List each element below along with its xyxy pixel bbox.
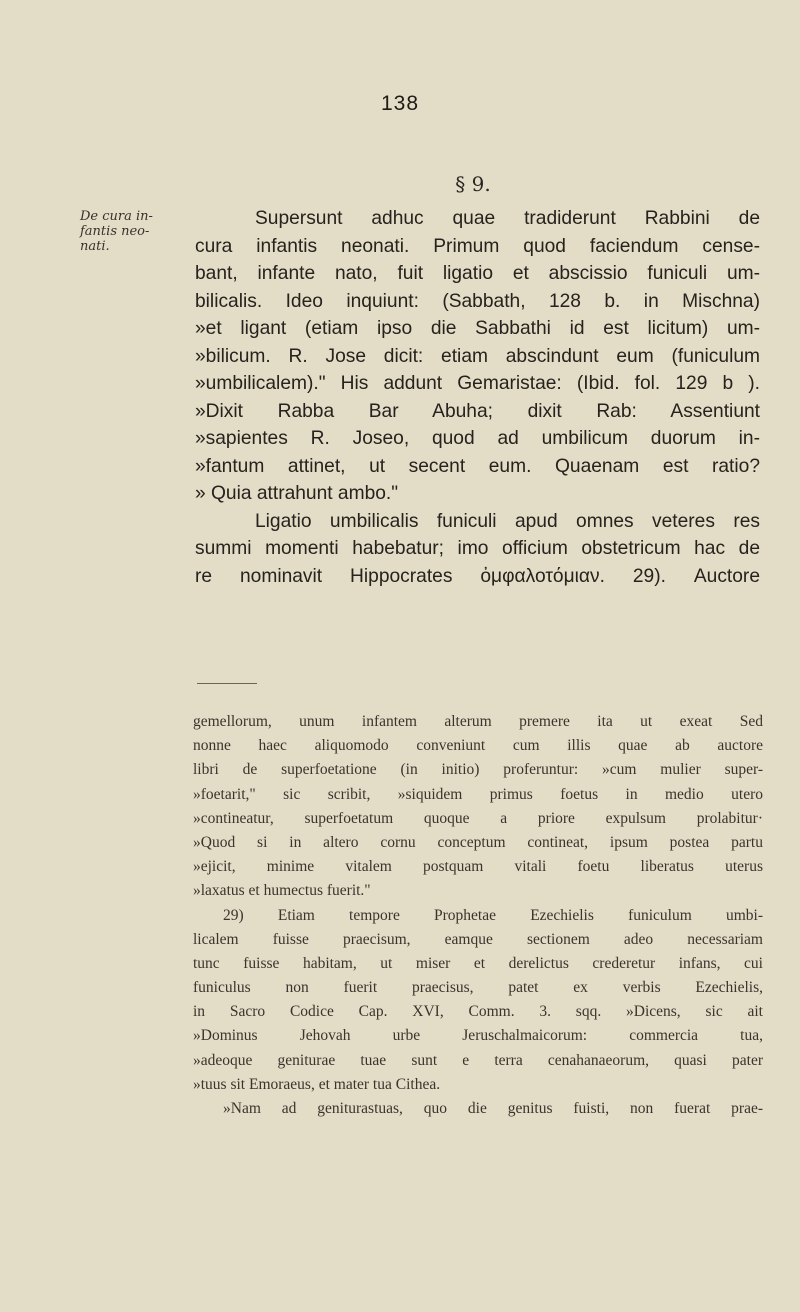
footnote-line: »ejicit, minime vitalem postquam vitali foetu liberatus uterus xyxy=(193,858,763,876)
footnote-line: »Quod si in altero cornu conceptum contineat, ipsum postea partu xyxy=(193,833,763,851)
footnotes xyxy=(193,710,763,1121)
main-text xyxy=(195,205,760,590)
main-text-line: Supersunt adhuc quae tradiderunt Rabbini de xyxy=(255,208,760,229)
main-text-line: » Quia attrahunt ambo." xyxy=(195,483,399,504)
main-text-line: »Dixit Rabba Bar Abuha; dixit Rab: Assentiunt xyxy=(195,400,760,422)
footnote-line: »contineatur, superfoetatum quoque a priore expulsum prolabitur· xyxy=(193,809,763,827)
main-text-line: »et ligant (etiam ipso die Sabbathi id est licitum) um- xyxy=(195,318,760,339)
main-text-line: bilicalis. Ideo inquiunt: (Sabbath, 128 b. in Mischna) xyxy=(195,290,760,312)
footnote-line: tunc fuisse habitam, ut miser et derelictus crederetur infans, cui xyxy=(193,954,763,972)
section-heading: § 9. xyxy=(455,172,491,196)
footnote-line: »Nam ad geniturastuas, quo die genitus fuisti, non fuerat prae- xyxy=(223,1100,763,1117)
main-text-line: summi momenti habebatur; imo officium obstetricum hac de xyxy=(195,538,760,559)
footnote-line: 29) Etiam tempore Prophetae Ezechielis funiculum umbi- xyxy=(223,906,763,924)
main-text-line: »umbilicalem)." His addunt Gemaristae: (Ibid. fol. 129 b ). xyxy=(195,373,760,394)
footnote-line: »laxatus et humectus fuerit." xyxy=(193,882,371,900)
footnote-line: »foetarit," sic scribit, »siquidem primus foetus in medio utero xyxy=(193,785,763,803)
main-text-line: »bilicum. R. Jose dicit: etiam abscindunt eum (funiculum xyxy=(195,345,760,367)
main-text-line: re nominavit Hippocrates ὀμφαλοτόμιαν. 29). Auctore xyxy=(195,565,760,587)
main-text-line: Ligatio umbilicalis funiculi apud omnes veteres res xyxy=(255,510,760,532)
margin-note-line: nati. xyxy=(80,239,110,254)
footnote-line: »tuus sit Emoraeus, et mater tua Cithea. xyxy=(193,1075,441,1093)
footnote-line: funiculus non fuerit praecisus, patet ex verbis Ezechielis, xyxy=(193,979,763,997)
margin-note-line: fantis neo- xyxy=(80,224,150,239)
main-text-line: cura infantis neonati. Primum quod faciendum cense- xyxy=(195,235,760,257)
footnote-line: in Sacro Codice Cap. XVI, Comm. 3. sqq. »Dicens, sic ait xyxy=(193,1003,763,1021)
footnote-line: »adeoque geniturae tuae sunt e terra cenahanaeorum, quasi pater xyxy=(193,1051,763,1069)
page-number: 138 xyxy=(380,92,420,115)
main-text-line: bant, infante nato, fuit ligatio et abscissio funiculi um- xyxy=(195,263,760,284)
footnote-line: libri de superfoetatione (in initio) proferuntur: »cum mulier super- xyxy=(193,761,763,779)
margin-note-line: De cura in- xyxy=(80,209,153,224)
main-text-line: »fantum attinet, ut secent eum. Quaenam est ratio? xyxy=(195,455,760,477)
footnote-line: licalem fuisse praecisum, eamque sectionem adeo necessariam xyxy=(193,930,763,948)
main-text-line: »sapientes R. Joseo, quod ad umbilicum duorum in- xyxy=(195,428,760,449)
footnote-line: »Dominus Jehovah urbe Jeruschalmaicorum: commercia tua, xyxy=(193,1027,763,1045)
footnote-divider xyxy=(197,683,257,684)
footnote-line: nonne haec aliquomodo conveniunt cum illis quae ab auctore xyxy=(193,737,763,755)
margin-note xyxy=(80,209,175,254)
footnote-line: gemellorum, unum infantem alterum premere ita ut exeat Sed xyxy=(193,713,763,730)
